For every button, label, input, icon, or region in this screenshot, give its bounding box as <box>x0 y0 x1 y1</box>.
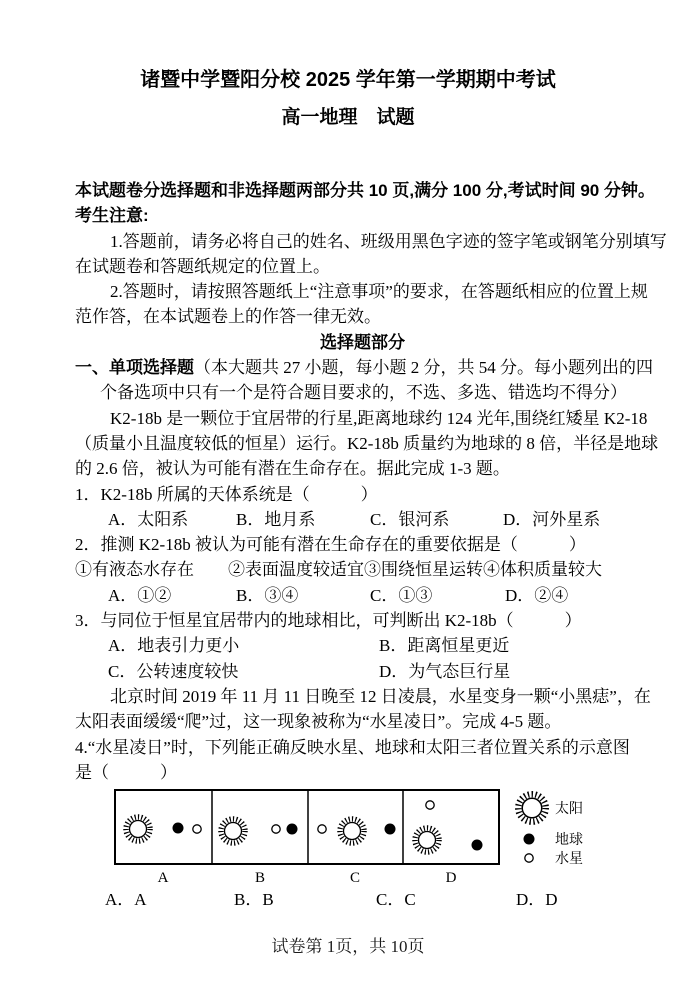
notice-heading: 考生注意: <box>75 206 149 226</box>
exam-summary: 本试题卷分选择题和非选择题两部分共 10 页,满分 100 分,考试时间 90 分钟。 <box>75 181 655 200</box>
earth-icon <box>173 823 184 834</box>
option-a: A．A <box>105 890 147 910</box>
option-d: D．D <box>516 890 558 910</box>
notice-note2-line2: 范作答，在本试题卷上的作答一律无效。 <box>75 307 381 327</box>
question-4-options <box>75 887 650 912</box>
option-a: A．太阳系 <box>108 509 189 529</box>
question-3-options-row2 <box>75 659 650 684</box>
section-title: 选择题部分 <box>320 332 405 352</box>
option-a: A．地表引力更小 <box>108 636 240 656</box>
option-c: C．C <box>376 890 416 910</box>
panel-label: B <box>254 870 266 887</box>
legend-label-earth: 地球 <box>555 833 583 849</box>
mercury-icon <box>272 825 280 833</box>
option-c: C．①③ <box>370 585 433 605</box>
mercury-icon <box>193 825 201 833</box>
exam-subtitle: 高一地理 试题 <box>281 107 415 128</box>
option-b: B．B <box>234 890 274 910</box>
passage1-line2: （质量小且温度较低的恒星）运行。K2-18b 质量约为地球的 8 倍，半径是地球 <box>75 433 659 453</box>
part-heading <box>75 355 653 380</box>
mercury-icon <box>426 801 434 809</box>
panel-label: A <box>157 870 169 887</box>
sun-icon <box>126 817 150 841</box>
option-a: A．①② <box>108 585 172 605</box>
option-b: B．③④ <box>236 585 299 605</box>
sun-icon <box>415 828 439 852</box>
question-2-stem: 2．推测 K2-18b 被认为可能有潜在生命存在的重要依据是（ ） <box>75 535 586 555</box>
question-2-options <box>75 583 650 608</box>
mercury-icon <box>525 854 533 862</box>
question-3-stem: 3．与同位于恒星宜居带内的地球相比，可判断出 K2-18b（ ） <box>75 611 582 631</box>
passage1-line3: 的 2.6 倍，被认为可能有潜在生命存在。据此完成 1-3 题。 <box>75 459 510 479</box>
option-d: D．河外星系 <box>503 509 601 529</box>
question-4-figure <box>112 787 650 887</box>
part-desc-line1: （本大题共 27 小题，每小题 2 分，共 54 分。每小题列出的四 <box>194 358 653 378</box>
part-label: 一、单项选择题 <box>75 358 194 378</box>
passage2-line1: 北京时间 2019 年 11 月 11 日晚至 12 日凌晨，水星变身一颗“小黑痣”，在 <box>110 686 651 706</box>
option-b: B．距离恒星更近 <box>379 636 510 656</box>
earth-icon <box>524 834 535 845</box>
sun-icon <box>221 819 245 843</box>
earth-icon <box>385 824 396 835</box>
legend-label-sun: 太阳 <box>555 802 583 818</box>
notice-note1-line1: 1.答题前，请务必将自己的姓名、班级用黑色字迹的签字笔或钢笔分别填写 <box>110 231 667 251</box>
option-b: B．地月系 <box>236 509 316 529</box>
option-d: D．②④ <box>505 585 569 605</box>
question-1-stem: 1．K2-18b 所属的天体系统是（ ） <box>75 484 378 504</box>
mercury-icon <box>318 825 326 833</box>
option-c: C．银河系 <box>370 509 450 529</box>
question-4-stem-line2: 是（ ） <box>75 762 177 782</box>
earth-icon <box>287 824 298 835</box>
notice-note2-line1: 2.答题时，请按照答题纸上“注意事项”的要求，在答题纸相应的位置上规 <box>110 282 648 302</box>
exam-body <box>0 178 696 912</box>
question-4-stem-line1: 4.“水星凌日”时，下列能正确反映水星、地球和太阳三者位置关系的示意图 <box>75 737 630 757</box>
panel-label: D <box>445 870 457 887</box>
option-d: D．为气态巨行星 <box>379 661 511 681</box>
legend-label-mercury: 水星 <box>555 852 583 868</box>
exam-title: 诸暨中学暨阳分校 2025 学年第一学期期中考试 <box>140 69 556 91</box>
passage1-line1: K2-18b 是一颗位于宜居带的行星,距离地球约 124 光年,围绕红矮星 K2-18 <box>110 408 648 428</box>
mercury-transit-diagram <box>112 787 642 887</box>
sun-icon <box>340 819 364 843</box>
question-2-items: ①有液态水存在 ②表面温度较适宜③围绕恒星运转④体积质量较大 <box>75 560 602 580</box>
part-desc-line2: 个备选项中只有一个是符合题目要求的，不选、多选、错选均不得分） <box>100 383 627 403</box>
question-3-options-row1 <box>75 633 650 658</box>
panel-label: C <box>349 870 361 887</box>
option-c: C．公转速度较快 <box>108 661 239 681</box>
passage2-line2: 太阳表面缓缓“爬”过，这一现象被称为“水星凌日”。完成 4-5 题。 <box>75 712 562 732</box>
question-1-options <box>75 507 650 532</box>
page-footer: 试卷第 1页，共 10页 <box>271 937 425 956</box>
notice-note1-line2: 在试题卷和答题纸规定的位置上。 <box>75 256 330 276</box>
earth-icon <box>472 840 483 851</box>
sun-icon <box>518 794 546 822</box>
